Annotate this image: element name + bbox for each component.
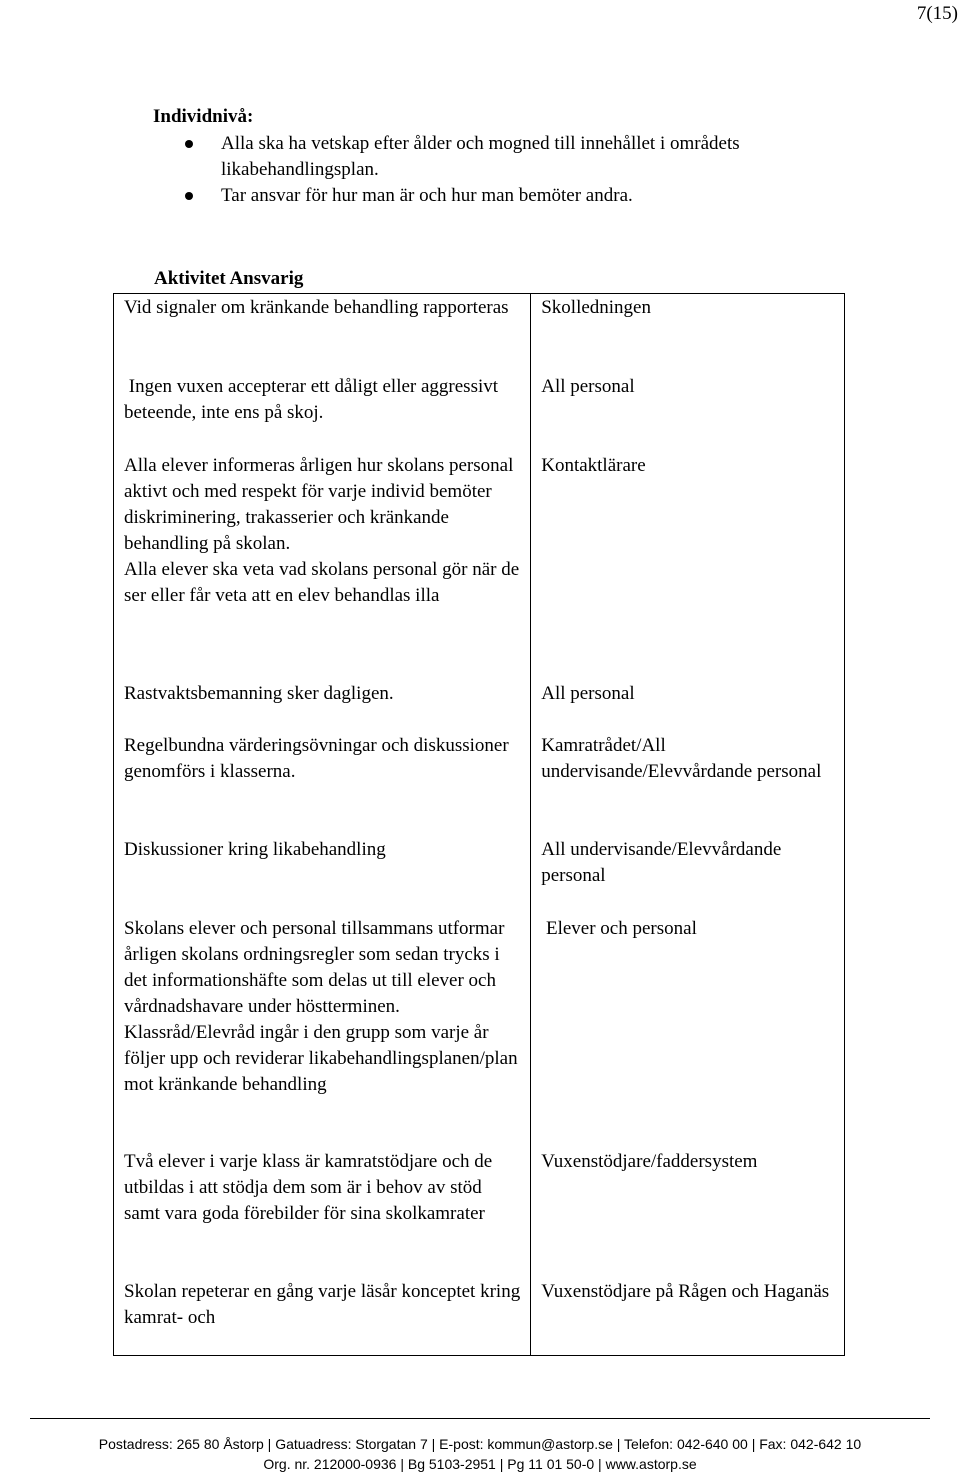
footer-divider xyxy=(30,1418,930,1419)
responsible-cell: All personal xyxy=(531,373,845,452)
goals-list xyxy=(153,131,873,209)
activity-table xyxy=(113,293,845,1356)
table-row xyxy=(114,836,845,915)
table-row xyxy=(114,452,845,680)
section-heading: Individnivå: xyxy=(153,106,254,127)
page-number: 7(15) xyxy=(916,3,958,24)
activity-text-extra: Alla elever ska veta vad skolans personal gör när de ser eller får veta att en elev behandlas illa xyxy=(124,558,520,606)
footer-registration: Org. nr. 212000-0936 | Bg 5103-2951 | Pg 11 01 50-0 | www.astorp.se xyxy=(263,1456,697,1472)
footer-address: Postadress: 265 80 Åstorp | Gatuadress: Storgatan 7 | E-post: kommun@astorp.se | Telefon: 042-640 00 | Fax: 042-642 10 xyxy=(98,1436,862,1452)
table-row xyxy=(114,1148,845,1278)
table-row xyxy=(114,294,845,373)
responsible-cell: All personal xyxy=(531,680,845,732)
activity-cell: Rastvaktsbemanning sker dagligen. xyxy=(114,680,531,732)
goal-item: Tar ansvar för hur man är och hur man bemöter andra. xyxy=(153,183,873,209)
activity-cell: Två elever i varje klass är kamratstödjare och de utbildas i att stödja dem som är i behov av stöd samt vara goda förebilder för sina skolkamrater xyxy=(114,1148,531,1278)
activity-text: Alla elever informeras årligen hur skolans personal aktivt och med respekt för varje individ bemöter diskriminering, trakasserier och kränkande behandling på skolan. xyxy=(124,454,514,554)
responsible-cell: Kamratrådet/All undervisande/Elevvårdande personal xyxy=(531,732,845,836)
goal-item: Alla ska ha vetskap efter ålder och mogned till innehållet i områdets likabehandlingsplan. xyxy=(153,131,873,183)
activity-cell: Regelbundna värderingsövningar och diskussioner genomförs i klasserna. xyxy=(114,732,531,836)
responsible-cell: Skolledningen xyxy=(531,294,845,373)
activity-cell: Skolans elever och personal tillsammans utformar årligen skolans ordningsregler som sedan trycks i det informationshäfte som delas ut till elever och vårdnadshavare under höstterminen. Klassråd/Elevråd ingår i den grupp som varje år följer upp och reviderar likabehandlingsplanen/plan mot kränkande behandling xyxy=(114,915,531,1148)
responsible-cell: Vuxenstödjare på Rågen och Haganäs xyxy=(531,1278,845,1356)
activity-cell: Skolan repeterar en gång varje läsår konceptet kring kamrat- och xyxy=(114,1278,531,1356)
table-row xyxy=(114,732,845,836)
activity-cell: Vid signaler om kränkande behandling rapporteras xyxy=(114,294,531,373)
table-row xyxy=(114,915,845,1148)
responsible-cell: Vuxenstödjare/faddersystem xyxy=(531,1148,845,1278)
activity-cell: Diskussioner kring likabehandling xyxy=(114,836,531,915)
activity-cell xyxy=(114,452,531,680)
table-heading: Aktivitet Ansvarig xyxy=(154,268,304,289)
table-row xyxy=(114,680,845,732)
table-row xyxy=(114,373,845,452)
responsible-cell: All undervisande/Elevvårdande personal xyxy=(531,836,845,915)
responsible-cell: Elever och personal xyxy=(531,915,845,1148)
activity-cell: Ingen vuxen accepterar ett dåligt eller aggressivt beteende, inte ens på skoj. xyxy=(114,373,531,452)
table-row xyxy=(114,1278,845,1356)
responsible-cell: Kontaktlärare xyxy=(531,452,845,680)
